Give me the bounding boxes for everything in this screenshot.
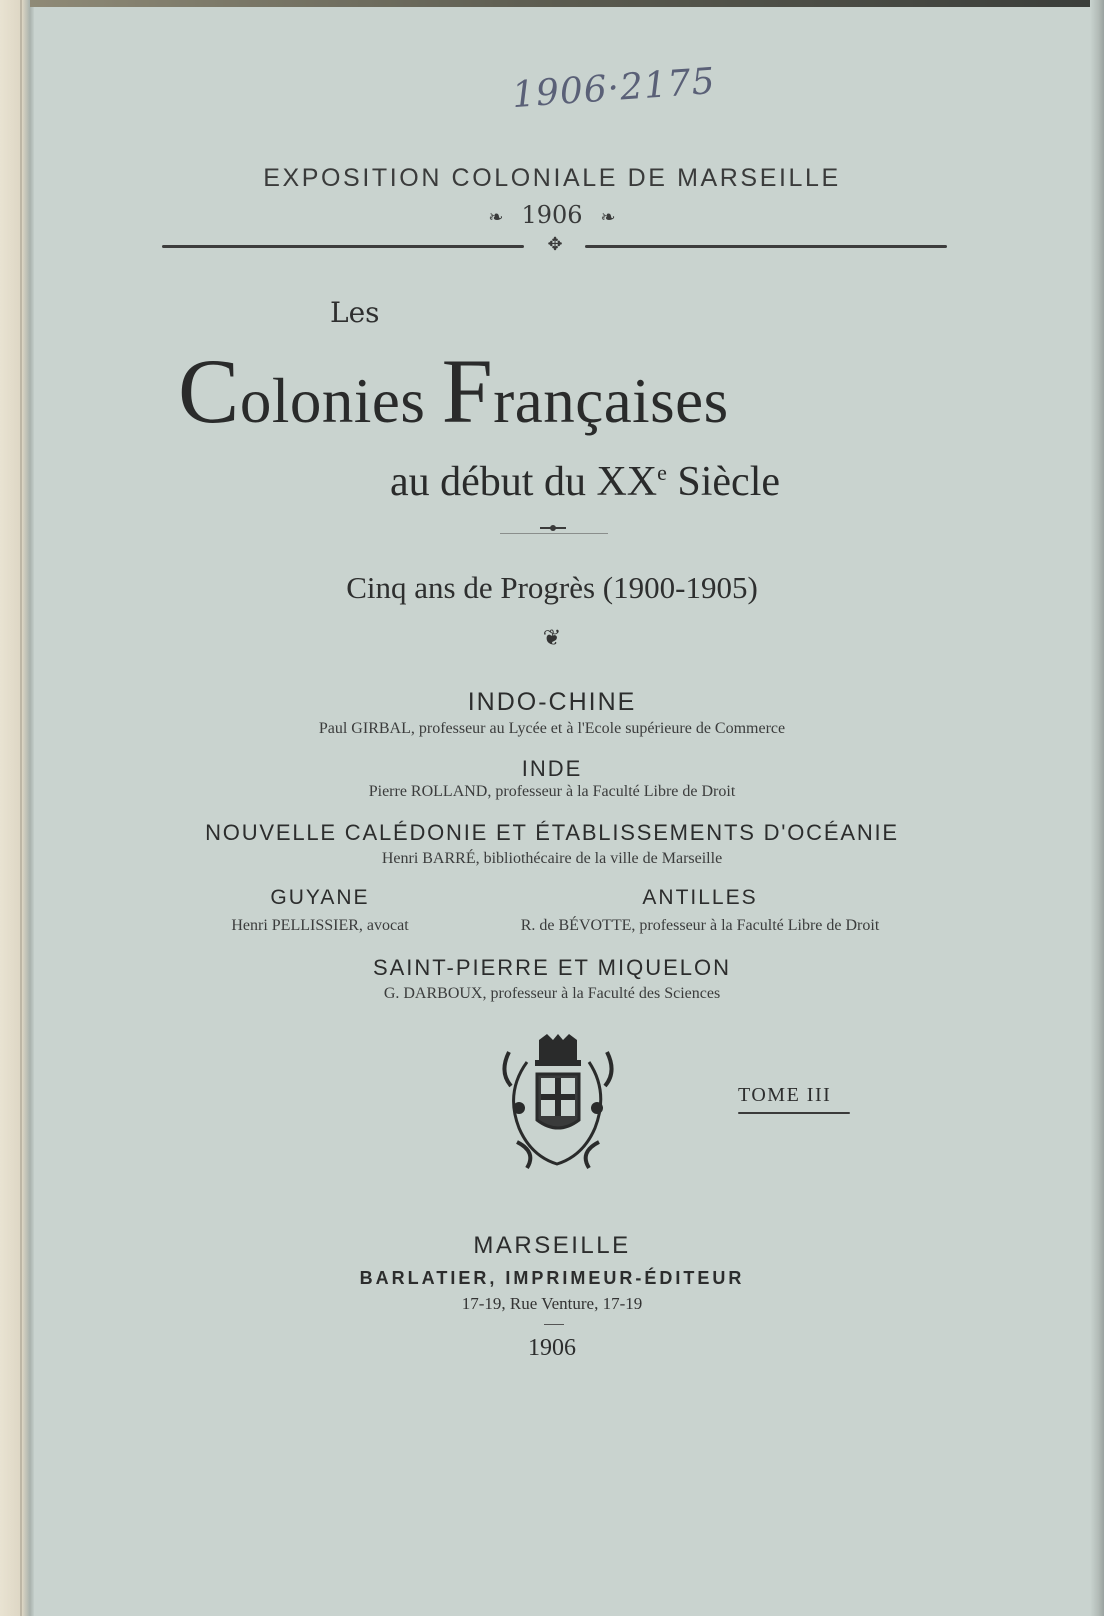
title-article: Les <box>330 296 380 329</box>
author-saint-pierre: G. DARBOUX, professeur à la Faculté des Sciences <box>383 985 721 1002</box>
top-edge <box>30 0 1104 7</box>
tagline-ornament-icon: ❦ <box>542 626 562 651</box>
small-divider <box>500 533 608 534</box>
exposition-year: 1906 <box>521 201 583 229</box>
title-initial-c: C <box>178 340 240 442</box>
imprint-dash <box>544 1324 564 1325</box>
fleuron-left-icon: ❧ <box>488 207 504 228</box>
tome-label: TOME III <box>738 1084 832 1106</box>
author-indochine: Paul GIRBAL, professeur au Lycée et à l'Ecole supérieure de Commerce <box>318 720 786 737</box>
section-saint-pierre: SAINT-PIERRE ET MIQUELON <box>372 955 732 980</box>
subtitle-superscript: e <box>657 460 667 485</box>
imprint-year: 1906 <box>528 1335 576 1361</box>
section-guyane: GUYANE <box>270 886 370 909</box>
coat-of-arms-icon <box>497 1032 619 1170</box>
rule-ornament-icon: ✥ <box>547 234 563 255</box>
tagline: Cinq ans de Progrès (1900-1905) <box>346 570 758 605</box>
handwritten-inventory-number: 1906·2175 <box>510 60 717 117</box>
fleuron-right-icon: ❧ <box>600 207 616 228</box>
binding-crease <box>20 0 22 1616</box>
author-caledonie: Henri BARRÉ, bibliothécaire de la ville de Marseille <box>381 850 723 867</box>
right-edge <box>1090 0 1104 1616</box>
tome-underline <box>738 1112 850 1114</box>
section-caledonie: NOUVELLE CALÉDONIE ET ÉTABLISSEMENTS D'OCÉANIE <box>205 820 899 845</box>
title-initial-f: F <box>441 340 494 442</box>
imprint-city: MARSEILLE <box>473 1232 631 1259</box>
author-guyane: Henri PELLISSIER, avocat <box>231 917 409 934</box>
imprint-publisher: BARLATIER, IMPRIMEUR-ÉDITEUR <box>359 1268 745 1288</box>
book-binding <box>0 0 34 1616</box>
title-word-colonies: olonies <box>239 366 426 436</box>
header-rule-right <box>585 245 947 248</box>
subtitle-main: au début du XX <box>390 459 658 505</box>
section-inde: INDE <box>521 756 583 781</box>
header-rule-left <box>162 245 524 248</box>
author-antilles: R. de BÉVOTTE, professeur à la Faculté Libre de Droit <box>520 917 880 934</box>
exposition-year-line <box>0 201 1104 229</box>
main-title <box>178 338 729 444</box>
author-inde: Pierre ROLLAND, professeur à la Faculté Libre de Droit <box>368 783 736 800</box>
imprint-address: 17-19, Rue Venture, 17-19 <box>461 1294 643 1313</box>
title-word-francaises: rançaises <box>493 366 729 436</box>
subtitle <box>390 458 780 506</box>
section-antilles: ANTILLES <box>642 886 758 909</box>
divider-ornament-icon <box>538 524 568 532</box>
section-indochine: INDO-CHINE <box>467 688 637 716</box>
subtitle-end: Siècle <box>666 459 781 505</box>
exposition-heading: EXPOSITION COLONIALE DE MARSEILLE <box>263 164 841 192</box>
